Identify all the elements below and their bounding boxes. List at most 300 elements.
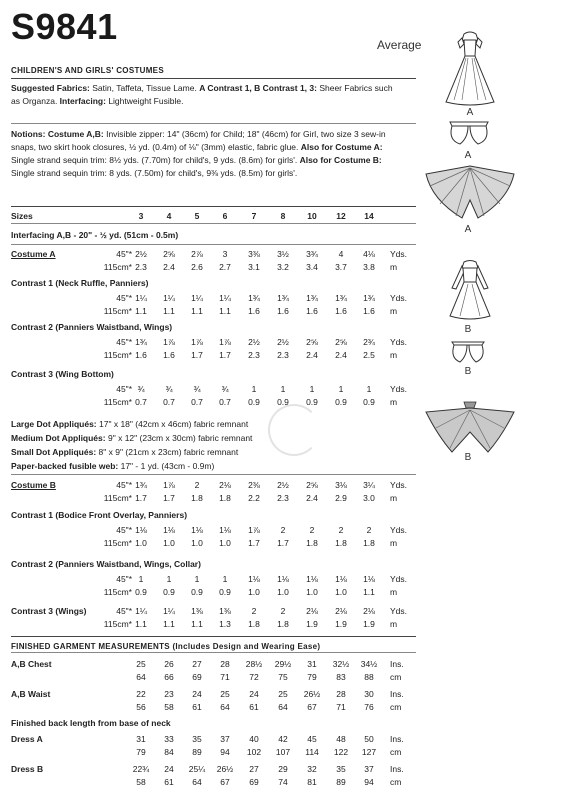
table-cell: 32½ (332, 659, 350, 669)
table-cell: 1⅛ (163, 525, 175, 535)
table-cell: 94 (364, 777, 374, 787)
dress-b-front-illustration (442, 258, 498, 322)
applique-rule (11, 474, 416, 475)
table-cell: 71 (220, 672, 230, 682)
table-cell: 2⅞ (191, 249, 203, 259)
table-cell: 1⅛ (277, 574, 289, 584)
dress-a-front-illustration (440, 28, 500, 108)
table-cell: 0.7 (135, 397, 147, 407)
table-cell: 1.3 (219, 619, 231, 629)
table-cell: 64 (192, 777, 202, 787)
table-cell: 1.8 (306, 538, 318, 548)
table-cell: 64 (278, 702, 288, 712)
table-cell: 1.7 (191, 350, 203, 360)
size-header-cell: 6 (222, 211, 228, 221)
table-cell: 1.0 (335, 587, 347, 597)
section-title: Costume A (11, 249, 56, 259)
table-cell: 1⅛ (363, 574, 375, 584)
table-cell: 1.1 (191, 306, 203, 316)
table-cell: 1¾ (135, 337, 147, 347)
fabrics-rule (11, 123, 416, 124)
fabric-width: 45"* (116, 293, 132, 303)
table-cell: 1 (280, 384, 286, 394)
fabric-width: 115cm* (103, 538, 132, 548)
fabric-width: 45"* (116, 525, 132, 535)
table-cell: 0.9 (335, 397, 347, 407)
unit-label: cm (390, 702, 402, 712)
table-cell: 3.7 (335, 262, 347, 272)
table-cell: 83 (336, 672, 346, 682)
table-cell: 1.0 (248, 587, 260, 597)
size-header-cell: 4 (166, 211, 172, 221)
measure-label: A,B Waist (11, 689, 51, 699)
table-cell: 1¾ (363, 293, 375, 303)
table-cell: 0.7 (191, 397, 203, 407)
section-title: Contrast 1 (Bodice Front Overlay, Panniers) (11, 510, 188, 520)
fabric-width: 115cm* (103, 397, 132, 407)
table-cell: 114 (305, 747, 319, 757)
fabric-width: 45"* (116, 574, 132, 584)
fabric-width: 45"* (116, 606, 132, 616)
table-cell: 1.0 (135, 538, 147, 548)
table-cell: 23 (164, 689, 174, 699)
table-cell: 1⅛ (306, 574, 318, 584)
table-cell: 1¼ (135, 606, 147, 616)
table-cell: 127 (361, 747, 377, 757)
table-cell: 45 (307, 734, 317, 744)
fabrics-line-2: as Organza. Interfacing: Lightweight Fusible. (11, 96, 184, 106)
table-cell: 1 (194, 574, 200, 584)
table-cell: 29 (278, 764, 288, 774)
table-cell: 64 (136, 672, 146, 682)
table-cell: 1¼ (163, 293, 175, 303)
table-cell: 0.9 (363, 397, 375, 407)
table-cell: 2½ (277, 337, 289, 347)
table-cell: 37 (220, 734, 230, 744)
table-cell: 3⅜ (248, 249, 260, 259)
table-cell: 33 (164, 734, 174, 744)
title-rule (11, 78, 416, 79)
table-cell: 3.1 (248, 262, 260, 272)
unit-label: Yds. (390, 337, 408, 347)
table-cell: 1.0 (163, 538, 175, 548)
table-cell: 81 (307, 777, 317, 787)
table-cell: 25 (220, 689, 230, 699)
table-cell: 1⅛ (191, 525, 203, 535)
table-cell: 3¼ (363, 480, 375, 490)
table-cell: 1⅞ (248, 525, 260, 535)
table-cell: 2.4 (306, 350, 318, 360)
table-cell: 0.9 (219, 587, 231, 597)
sizes-label: Sizes (11, 211, 33, 221)
notions-rule (11, 206, 416, 207)
interfacing-line: Interfacing A,B - 20" - ½ yd. (51cm - 0.5m) (11, 230, 179, 240)
pattern-number: S9841 (11, 6, 118, 47)
table-cell: 1.9 (363, 619, 375, 629)
table-cell: 75 (278, 672, 288, 682)
figure-label-5: B (464, 366, 472, 377)
table-cell: 2.3 (135, 262, 147, 272)
table-cell: 28 (336, 689, 346, 699)
table-cell: 2½ (135, 249, 147, 259)
table-cell: 1.8 (363, 538, 375, 548)
difficulty-label: Average (377, 38, 422, 52)
table-cell: 58 (164, 702, 174, 712)
unit-label: m (390, 493, 398, 503)
table-cell: 2.5 (363, 350, 375, 360)
unit-label: Ins. (390, 764, 404, 774)
fabric-width: 45"* (116, 480, 132, 490)
table-cell: 50 (364, 734, 374, 744)
table-cell: 22 (136, 689, 146, 699)
table-cell: 2 (251, 606, 257, 616)
applique-paper: Paper-backed fusible web: 17" - 1 yd. (43cm - 0.9m) (11, 461, 215, 471)
table-cell: 1⅜ (219, 606, 231, 616)
table-cell: 72 (249, 672, 259, 682)
unit-label: Yds. (390, 574, 408, 584)
table-cell: 2 (309, 525, 315, 535)
table-cell: 1⅞ (191, 337, 203, 347)
table-cell: 1¾ (135, 480, 147, 490)
unit-label: m (390, 538, 398, 548)
table-cell: 4⅛ (363, 249, 375, 259)
table-cell: 0.9 (135, 587, 147, 597)
table-cell: 1.0 (191, 538, 203, 548)
fabric-width: 45"* (116, 337, 132, 347)
table-cell: 1¼ (219, 293, 231, 303)
fabric-width: 115cm* (103, 350, 132, 360)
fabric-width: 115cm* (103, 587, 132, 597)
table-cell: 1.0 (306, 587, 318, 597)
table-cell: 66 (164, 672, 174, 682)
unit-label: Ins. (390, 734, 404, 744)
table-cell: 3.8 (363, 262, 375, 272)
figure-label-2: A (464, 150, 472, 161)
table-cell: 28 (220, 659, 230, 669)
table-cell: 30 (364, 689, 374, 699)
table-cell: 37 (364, 764, 374, 774)
table-cell: 1.6 (335, 306, 347, 316)
table-cell: 2.7 (219, 262, 231, 272)
unit-label: m (390, 619, 398, 629)
unit-label: cm (390, 777, 402, 787)
table-cell: 31 (307, 659, 317, 669)
table-cell: 1.6 (306, 306, 318, 316)
pattern-title: CHILDREN'S AND GIRLS' COSTUMES (11, 66, 164, 75)
table-cell: 2.9 (335, 493, 347, 503)
table-cell: 56 (136, 702, 146, 712)
table-cell: 2 (280, 525, 286, 535)
figure-label-1: A (466, 107, 474, 118)
panniers-b-illustration (448, 340, 488, 364)
table-cell: 3.2 (277, 262, 289, 272)
table-cell: 1¾ (277, 293, 289, 303)
table-cell: 1⅛ (219, 525, 231, 535)
fabric-width: 115cm* (103, 493, 132, 503)
table-cell: 1.1 (219, 306, 231, 316)
table-cell: 89 (192, 747, 202, 757)
table-cell: 2⅝ (306, 480, 318, 490)
table-cell: 1.6 (363, 306, 375, 316)
table-cell: 2⅛ (335, 606, 347, 616)
table-cell: 0.9 (248, 397, 260, 407)
table-cell: 1.7 (248, 538, 260, 548)
unit-label: cm (390, 672, 402, 682)
table-cell: 1¾ (248, 293, 260, 303)
fabric-width: 45"* (116, 249, 132, 259)
table-cell: 2⅝ (306, 337, 318, 347)
wings-a-illustration (422, 160, 518, 222)
notions-line-2: snaps, two skirt hook closures, ½ yd. (0.4m) of ⅛" (3mm) elastic, fabric glue. Also for Costume A: (11, 142, 383, 152)
table-cell: 122 (333, 747, 349, 757)
table-cell: 25 (278, 689, 288, 699)
table-cell: 1⅞ (163, 480, 175, 490)
table-cell: 1.8 (277, 619, 289, 629)
table-cell: 3⅛ (335, 480, 347, 490)
table-cell: 69 (192, 672, 202, 682)
table-cell: 35 (336, 764, 346, 774)
table-cell: 42 (278, 734, 288, 744)
table-cell: 1.6 (135, 350, 147, 360)
unit-label: cm (390, 747, 402, 757)
table-cell: 0.7 (163, 397, 175, 407)
table-cell: 2⅛ (219, 480, 231, 490)
fabric-width: 115cm* (103, 306, 132, 316)
table-cell: 2⅝ (335, 337, 347, 347)
table-cell: 88 (364, 672, 374, 682)
table-cell: 32 (307, 764, 317, 774)
section-title: Contrast 2 (Panniers Waistband, Wings) (11, 322, 173, 332)
notions-line-1: Notions: Costume A,B: Invisible zipper: 14" (36cm) for Child; 18" (46cm) for Girl, two size 3 sew-in (11, 129, 386, 139)
unit-label: Yds. (390, 293, 408, 303)
table-cell: 22¾ (132, 764, 150, 774)
table-cell: 35 (192, 734, 202, 744)
fabric-width: 115cm* (103, 262, 132, 272)
table-cell: 2.2 (248, 493, 260, 503)
table-cell: 1.1 (363, 587, 375, 597)
table-cell: 1.6 (277, 306, 289, 316)
finished-title: FINISHED GARMENT MEASUREMENTS (Includes Design and Wearing Ease) (11, 642, 321, 651)
size-header-cell: 8 (280, 211, 286, 221)
table-cell: 71 (336, 702, 346, 712)
table-cell: 2.6 (191, 262, 203, 272)
table-cell: 58 (136, 777, 146, 787)
table-cell: 69 (249, 777, 259, 787)
size-header-cell: 7 (251, 211, 257, 221)
table-cell: 28½ (245, 659, 263, 669)
size-header-cell: 5 (194, 211, 200, 221)
table-cell: 1¼ (135, 293, 147, 303)
table-cell: 1.9 (306, 619, 318, 629)
section-title: Contrast 1 (Neck Ruffle, Panniers) (11, 278, 149, 288)
table-cell: 2½ (277, 480, 289, 490)
table-cell: 0.9 (306, 397, 318, 407)
size-header-cell: 14 (364, 211, 374, 221)
unit-label: Yds. (390, 480, 408, 490)
table-cell: 24 (164, 764, 174, 774)
table-cell: 3 (222, 249, 228, 259)
figure-label-6: B (464, 452, 472, 463)
table-cell: 4 (338, 249, 344, 259)
table-cell: 1⅞ (219, 337, 231, 347)
table-cell: 2½ (248, 337, 260, 347)
table-cell: 2.3 (248, 350, 260, 360)
table-cell: 3.0 (363, 493, 375, 503)
unit-label: m (390, 397, 398, 407)
table-cell: 64 (220, 702, 230, 712)
table-cell: 1 (251, 384, 257, 394)
table-cell: 1¾ (335, 293, 347, 303)
table-cell: 0.9 (163, 587, 175, 597)
figure-label-3: A (464, 224, 472, 235)
table-cell: 74 (278, 777, 288, 787)
measure-label: A,B Chest (11, 659, 52, 669)
table-cell: 3½ (277, 249, 289, 259)
fabric-width: 115cm* (103, 619, 132, 629)
table-cell: 84 (164, 747, 174, 757)
table-cell: 2¾ (363, 337, 375, 347)
unit-label: Ins. (390, 659, 404, 669)
notions-line-3: Single strand sequin trim: 8½ yds. (7.70m) for child's, 9 yds. (8.6m) for girls'. Also for Costume B: (11, 155, 382, 165)
table-cell: 1¾ (306, 293, 318, 303)
table-cell: 1.8 (335, 538, 347, 548)
table-cell: 1 (366, 384, 372, 394)
table-cell: 94 (220, 747, 230, 757)
table-cell: 34½ (360, 659, 378, 669)
table-cell: 40 (249, 734, 259, 744)
table-cell: 1.1 (163, 619, 175, 629)
table-cell: 26½ (303, 689, 321, 699)
table-cell: 0.7 (219, 397, 231, 407)
figure-label-4: B (464, 324, 472, 335)
table-cell: 24 (249, 689, 259, 699)
table-cell: 1.6 (248, 306, 260, 316)
table-cell: 1.0 (219, 538, 231, 548)
table-cell: 61 (192, 702, 202, 712)
table-cell: 2⅛ (363, 606, 375, 616)
table-cell: 1 (338, 384, 344, 394)
table-cell: 1.7 (277, 538, 289, 548)
table-cell: 0.9 (191, 587, 203, 597)
table-cell: 2 (366, 525, 372, 535)
table-cell: 1⅛ (135, 525, 147, 535)
wings-b-illustration (422, 398, 518, 456)
table-cell: ¾ (137, 384, 145, 394)
size-header-cell: 10 (307, 211, 317, 221)
table-cell: 3¾ (306, 249, 318, 259)
section-title: Costume B (11, 480, 56, 490)
table-cell: 29½ (274, 659, 292, 669)
table-cell: ¾ (221, 384, 229, 394)
section-title: Contrast 3 (Wing Bottom) (11, 369, 114, 379)
table-cell: 1.0 (277, 587, 289, 597)
unit-label: m (390, 350, 398, 360)
table-cell: 2.4 (163, 262, 175, 272)
table-cell: 1.1 (191, 619, 203, 629)
fabrics-line-1: Suggested Fabrics: Satin, Taffeta, Tissue Lame. A Contrast 1, B Contrast 1, 3: Sheer Fabrics such (11, 83, 393, 93)
table-cell: 1.7 (135, 493, 147, 503)
table-cell: 76 (364, 702, 374, 712)
table-cell: 1.7 (163, 493, 175, 503)
section-title: Contrast 2 (Panniers Waistband, Wings, Collar) (11, 559, 201, 569)
table-cell: 61 (164, 777, 174, 787)
table-cell: 102 (246, 747, 262, 757)
measure-label: Dress A (11, 734, 43, 744)
table-cell: 67 (307, 702, 317, 712)
interfacing-rule (11, 244, 416, 245)
table-cell: 1⅜ (191, 606, 203, 616)
table-cell: 2 (194, 480, 200, 490)
applique-small: Small Dot Appliqués: 8" x 9" (21cm x 23cm) fabric remnant (11, 447, 239, 457)
unit-label: Yds. (390, 249, 408, 259)
table-cell: 2.3 (277, 493, 289, 503)
notions-line-4: Single strand sequin trim: 8 yds. (7.50m) for child's, 9⅜ yds. (8.5m) for girls'. (11, 168, 298, 178)
finished-rule-top (11, 636, 416, 637)
table-cell: 26 (164, 659, 174, 669)
table-cell: 1 (222, 574, 228, 584)
table-cell: 2⅛ (306, 606, 318, 616)
table-cell: 26½ (216, 764, 234, 774)
unit-label: m (390, 262, 398, 272)
applique-large: Large Dot Appliqués: 17" x 18" (42cm x 46cm) fabric remnant (11, 419, 249, 429)
table-cell: 2.4 (335, 350, 347, 360)
table-cell: 2 (280, 606, 286, 616)
table-cell: 1.6 (163, 350, 175, 360)
table-cell: 3.4 (306, 262, 318, 272)
table-cell: 1.7 (219, 350, 231, 360)
loading-watermark (268, 404, 320, 456)
section-title: Contrast 3 (Wings) (11, 606, 87, 616)
applique-medium: Medium Dot Appliqués: 9" x 12" (23cm x 30cm) fabric remnant (11, 433, 253, 443)
table-cell: 67 (220, 777, 230, 787)
table-cell: ¾ (193, 384, 201, 394)
size-header-cell: 12 (336, 211, 346, 221)
table-cell: 2⅜ (248, 480, 260, 490)
sizes-rule (11, 223, 416, 224)
panniers-a-illustration (446, 120, 492, 148)
table-cell: 1 (309, 384, 315, 394)
table-cell: 1.1 (163, 306, 175, 316)
table-cell: 1¼ (163, 606, 175, 616)
unit-label: m (390, 306, 398, 316)
fabric-width: 45"* (116, 384, 132, 394)
table-cell: 107 (275, 747, 291, 757)
table-cell: 79 (307, 672, 317, 682)
back-length-title: Finished back length from base of neck (11, 718, 171, 728)
table-cell: 25 (136, 659, 146, 669)
table-cell: 89 (336, 777, 346, 787)
unit-label: Yds. (390, 606, 408, 616)
table-cell: 2⅝ (163, 249, 175, 259)
table-cell: 1 (138, 574, 144, 584)
table-cell: 1.8 (248, 619, 260, 629)
table-cell: 27 (192, 659, 202, 669)
unit-label: Ins. (390, 689, 404, 699)
table-cell: 2.3 (277, 350, 289, 360)
table-cell: 25¼ (188, 764, 206, 774)
table-cell: 1.1 (135, 619, 147, 629)
size-header-cell: 3 (138, 211, 144, 221)
table-cell: 2 (338, 525, 344, 535)
table-cell: ¾ (165, 384, 173, 394)
table-cell: 61 (249, 702, 259, 712)
table-cell: 1.8 (191, 493, 203, 503)
table-cell: 48 (336, 734, 346, 744)
table-cell: 24 (192, 689, 202, 699)
unit-label: m (390, 587, 398, 597)
measure-label: Dress B (11, 764, 44, 774)
table-cell: 79 (136, 747, 146, 757)
